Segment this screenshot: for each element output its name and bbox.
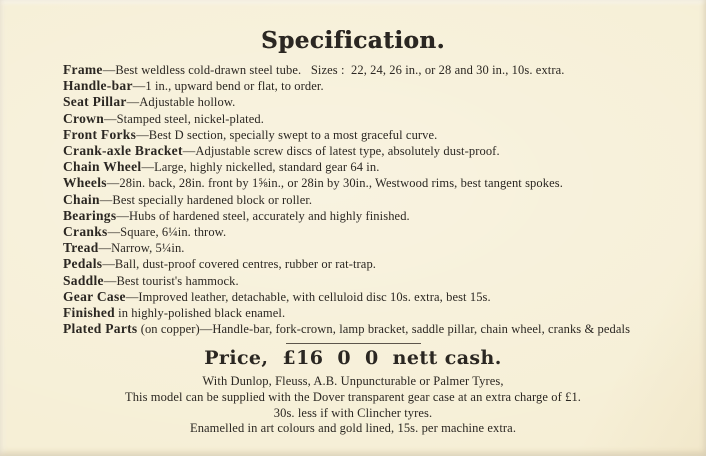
- spec-term: Finished: [63, 305, 115, 321]
- page-title: Specification.: [260, 27, 446, 54]
- spec-separator: —: [136, 127, 149, 142]
- spec-description: Hubs of hardened steel, accurately and highly finished.: [129, 208, 410, 223]
- spec-description: Square, 6¼in. throw.: [120, 225, 227, 240]
- spec-description: Adjustable screw discs of latest type, absolutely dust-proof.: [195, 144, 500, 159]
- spec-item-cranks: [63, 224, 706, 240]
- spec-separator: —: [182, 144, 196, 159]
- spec-term: Front Forks: [63, 126, 137, 142]
- spec-item-wheels: [63, 175, 706, 191]
- spec-description: Best D section, specially swept to a most graceful curve.: [148, 127, 438, 142]
- spec-separator: —: [132, 79, 146, 94]
- spec-item-front-forks: [63, 127, 706, 143]
- spec-item-pedals: [63, 256, 706, 272]
- spec-term: Handle-bar: [63, 78, 133, 94]
- spec-description: Large, highly nickelled, standard gear 64 in.: [154, 160, 380, 175]
- spec-separator: —: [99, 192, 113, 207]
- spec-term: Chain Wheel: [63, 159, 142, 175]
- spec-description: Adjustable hollow.: [139, 95, 236, 110]
- spec-separator: —: [103, 273, 117, 288]
- spec-separator: —: [107, 225, 121, 240]
- spec-item-seat-pillar: [63, 94, 706, 110]
- spec-separator: —: [141, 160, 155, 175]
- spec-item-handle-bar: [63, 78, 706, 94]
- spec-separator: —: [98, 241, 112, 256]
- spec-separator: —: [126, 95, 140, 110]
- spec-item-gear-case: [63, 289, 706, 305]
- spec-item-bearings: [63, 208, 706, 224]
- spec-list: [63, 62, 706, 337]
- spec-term: Bearings: [63, 207, 117, 223]
- price-heading: Price, £16 0 0 nett cash.: [204, 347, 502, 370]
- price-notes: [0, 374, 706, 436]
- divider-rule: [286, 343, 421, 344]
- spec-item-finished: [63, 305, 706, 321]
- spec-description: 28in. back, 28in. front by 1⅝in., or 28in by 30in., Westwood rims, best tangent spokes.: [119, 176, 563, 191]
- spec-item-chain: [63, 192, 706, 208]
- spec-description: in highly-polished black enamel.: [118, 306, 286, 321]
- spec-separator: —: [125, 289, 139, 304]
- price-note: This model can be supplied with the Dover transparent gear case at an extra charge of £1.: [124, 390, 582, 405]
- spec-separator: (on copper)—: [137, 322, 213, 337]
- spec-separator: —: [116, 208, 130, 223]
- spec-term: Cranks: [63, 224, 108, 240]
- spec-item-chain-wheel: [63, 159, 706, 175]
- spec-term: Crown: [63, 110, 105, 126]
- spec-term: Seat Pillar: [63, 94, 127, 110]
- spec-term: Frame: [63, 62, 103, 77]
- spec-description: Best tourist's hammock.: [116, 273, 239, 288]
- spec-term: Tread: [63, 240, 99, 256]
- spec-item-frame: [63, 62, 706, 78]
- spec-term: Wheels: [63, 175, 107, 191]
- spec-description: 1 in., upward bend or flat, to order.: [145, 79, 324, 94]
- spec-term: Gear Case: [63, 288, 126, 304]
- price-note: 30s. less if with Clincher tyres.: [273, 405, 433, 420]
- spec-description: Stamped steel, nickel-plated.: [116, 111, 264, 126]
- spec-separator: —: [102, 257, 115, 272]
- spec-separator: —: [102, 63, 116, 77]
- spec-item-crank-axle-bracket: [63, 143, 706, 159]
- spec-description: Best weldless cold-drawn steel tube. Sizes : 22, 24, 26 in., or 28 and 30 in., 10s. extra.: [115, 63, 565, 77]
- spec-separator: —: [104, 111, 117, 126]
- spec-description: Handle-bar, fork-crown, lamp bracket, saddle pillar, chain wheel, cranks & pedals: [212, 322, 631, 337]
- spec-term: Plated Parts: [63, 321, 138, 337]
- spec-item-saddle: [63, 273, 706, 289]
- spec-description: Ball, dust-proof covered centres, rubber or rat-trap.: [114, 257, 377, 272]
- spec-description: Best specially hardened block or roller.: [112, 192, 313, 207]
- spec-term: Crank-axle Bracket: [63, 143, 183, 159]
- spec-description: Narrow, 5¼in.: [111, 241, 185, 256]
- spec-item-tread: [63, 240, 706, 256]
- spec-term: Chain: [63, 191, 100, 207]
- price-note: Enamelled in art colours and gold lined, 15s. per machine extra.: [189, 421, 517, 436]
- spec-item-plated-parts: [63, 321, 706, 337]
- spec-separator: —: [106, 176, 120, 191]
- spec-description: Improved leather, detachable, with celluloid disc 10s. extra, best 15s.: [138, 289, 491, 304]
- spec-item-crown: [63, 111, 706, 127]
- spec-term: Pedals: [63, 256, 103, 272]
- price-note: With Dunlop, Fleuss, A.B. Unpuncturable or Palmer Tyres,: [202, 374, 504, 389]
- spec-term: Saddle: [63, 272, 104, 288]
